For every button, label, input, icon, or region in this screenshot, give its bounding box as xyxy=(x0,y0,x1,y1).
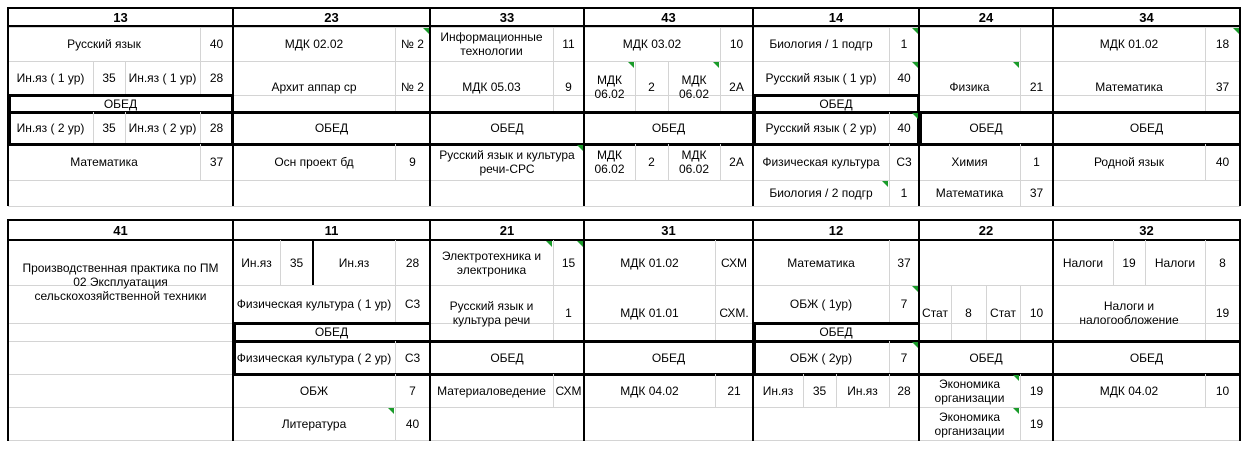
gridline xyxy=(200,144,201,180)
comment-marker xyxy=(713,62,719,68)
room-cell[interactable]: 40 xyxy=(1215,155,1230,169)
subject-cell[interactable]: Физика xyxy=(949,79,990,94)
gridline xyxy=(889,27,890,95)
room-cell[interactable]: 37 xyxy=(1029,186,1044,200)
gridline xyxy=(1205,27,1206,112)
border-line xyxy=(8,94,233,97)
subject-cell[interactable]: Математика xyxy=(787,255,855,270)
border-line xyxy=(584,340,753,343)
subject-cell[interactable]: Математика xyxy=(70,155,138,169)
gridline xyxy=(125,112,126,144)
border-line xyxy=(753,94,919,97)
gridline xyxy=(93,61,94,95)
comment-marker xyxy=(912,113,918,119)
room-cell[interactable]: 10 xyxy=(1029,306,1044,320)
subject-cell[interactable]: МДК 04.02 xyxy=(620,383,679,398)
lunch-label[interactable]: ОБЕД xyxy=(651,121,686,135)
room-cell[interactable]: 8 xyxy=(1219,255,1226,270)
group-header-22: 22 xyxy=(978,222,994,238)
subject-cell[interactable]: Русский язык ( 1 ур) xyxy=(765,71,877,85)
subject-cell[interactable]: МДК 05.03 xyxy=(462,79,521,94)
room-cell[interactable]: 15 xyxy=(561,255,576,270)
subject-cell[interactable]: Материаловедение xyxy=(437,383,546,398)
room-cell[interactable]: 35 xyxy=(289,255,304,270)
group-header-21: 21 xyxy=(499,222,515,238)
subject-cell[interactable]: МДК 06.02 xyxy=(678,148,710,176)
lunch-label[interactable]: ОБЕД xyxy=(819,96,853,111)
group-header-14: 14 xyxy=(828,9,844,25)
room-cell[interactable]: 40 xyxy=(405,416,420,431)
gridline xyxy=(986,285,987,341)
subject-cell[interactable]: МДК 01.01 xyxy=(620,306,679,320)
gridline xyxy=(889,341,890,374)
subject-cell[interactable]: ОБЖ xyxy=(299,383,329,398)
room-cell[interactable]: 7 xyxy=(900,297,908,311)
room-cell[interactable]: 9 xyxy=(565,79,572,94)
gridline xyxy=(635,61,636,112)
comment-marker xyxy=(912,28,918,34)
subject-cell[interactable]: МДК 03.02 xyxy=(622,37,682,51)
gridline xyxy=(200,27,201,95)
group-header-41: 41 xyxy=(113,222,128,238)
comment-marker xyxy=(912,62,918,68)
border-line xyxy=(233,111,430,114)
gridline xyxy=(395,374,396,440)
room-cell[interactable]: С3 xyxy=(404,350,421,365)
subject-cell[interactable]: Химия xyxy=(951,155,988,169)
room-cell[interactable]: № 2 xyxy=(401,37,424,51)
gridline xyxy=(1020,27,1021,112)
subject-cell[interactable]: Архит аппар ср xyxy=(271,79,357,94)
subject-cell[interactable]: Биология / 1 подгр xyxy=(769,37,873,51)
subject-cell[interactable]: Биология / 2 подгр xyxy=(769,186,873,200)
border-line xyxy=(584,111,753,114)
subject-cell[interactable]: Ин.яз xyxy=(847,383,878,398)
gridline xyxy=(1020,144,1021,206)
lunch-label[interactable]: ОБЕД xyxy=(103,96,138,111)
room-cell[interactable]: 10 xyxy=(729,37,744,51)
room-cell[interactable]: СХМ xyxy=(555,383,582,398)
subject-cell[interactable]: Ин.яз xyxy=(241,255,272,270)
room-cell[interactable]: 28 xyxy=(209,71,224,85)
room-cell[interactable]: 40 xyxy=(897,71,911,85)
gridline xyxy=(93,112,94,144)
room-cell[interactable]: 35 xyxy=(102,71,116,85)
gridline xyxy=(553,27,554,112)
comment-marker xyxy=(912,286,918,292)
gridline xyxy=(1020,285,1021,341)
room-cell[interactable]: 19 xyxy=(1029,416,1044,431)
room-cell[interactable]: 35 xyxy=(812,383,827,398)
gridline xyxy=(200,112,201,144)
room-cell[interactable]: 1 xyxy=(565,306,572,320)
subject-cell[interactable]: Налоги и налогообложение xyxy=(1079,299,1179,327)
border-line xyxy=(919,112,922,145)
room-cell[interactable]: 37 xyxy=(897,255,911,270)
gridline xyxy=(889,112,890,144)
room-cell[interactable]: 21 xyxy=(727,383,741,398)
group-header-12: 12 xyxy=(828,222,844,238)
group-header-34: 34 xyxy=(1139,9,1154,25)
gridline xyxy=(1020,374,1021,440)
group-header-23: 23 xyxy=(324,9,339,25)
lunch-label[interactable]: ОБЕД xyxy=(314,325,349,339)
gridline xyxy=(889,144,890,206)
gridline xyxy=(1205,285,1206,341)
lunch-label[interactable]: ОБЕД xyxy=(1129,121,1164,135)
group-header-33: 33 xyxy=(499,9,515,25)
gridline xyxy=(889,240,890,323)
comment-marker xyxy=(546,241,552,247)
subject-cell[interactable]: Родной язык xyxy=(1093,155,1165,169)
room-cell[interactable]: 28 xyxy=(209,121,224,135)
comment-marker xyxy=(423,28,429,34)
gridline xyxy=(951,285,952,341)
gridline xyxy=(836,374,837,407)
gridline xyxy=(8,440,1240,441)
group-header-13: 13 xyxy=(113,9,128,25)
subject-cell[interactable]: Информационные технологии xyxy=(440,30,543,58)
gridline xyxy=(1145,240,1146,285)
comment-marker xyxy=(882,181,888,187)
border-line xyxy=(753,322,919,325)
gridline xyxy=(720,61,721,112)
room-cell[interactable]: 28 xyxy=(405,255,420,270)
subject-cell[interactable]: Стат xyxy=(922,306,948,320)
group-header-31: 31 xyxy=(661,222,676,238)
subject-cell[interactable]: МДК 06.02 xyxy=(678,72,710,101)
gridline xyxy=(1205,144,1206,180)
gridline xyxy=(715,374,716,407)
subject-cell[interactable]: Электротехника и электроника xyxy=(441,248,542,277)
gridline xyxy=(720,144,721,180)
comment-marker xyxy=(1233,28,1239,34)
comment-marker xyxy=(388,408,394,414)
subject-cell[interactable]: Русский язык и культура речи xyxy=(449,299,534,327)
subject-cell[interactable]: ОБЖ ( 1ур) xyxy=(789,297,853,311)
gridline xyxy=(635,144,636,180)
room-cell[interactable]: 11 xyxy=(562,37,575,51)
comment-marker xyxy=(912,342,918,348)
subject-cell[interactable]: Математика xyxy=(1095,79,1163,94)
subject-cell[interactable]: Русский язык ( 2 ур) xyxy=(765,121,877,135)
lunch-label[interactable]: ОБЕД xyxy=(490,121,524,135)
room-cell[interactable]: 37 xyxy=(1215,79,1230,94)
room-cell[interactable]: 1 xyxy=(1033,155,1040,169)
subject-cell[interactable]: Налоги xyxy=(1154,255,1196,270)
room-cell[interactable]: 19 xyxy=(1029,383,1044,398)
gridline xyxy=(715,240,716,341)
room-cell[interactable]: С3 xyxy=(404,297,421,311)
subject-cell[interactable]: МДК 01.02 xyxy=(1099,37,1159,51)
lunch-label[interactable]: ОБЕД xyxy=(490,350,524,365)
gridline xyxy=(553,374,554,407)
lunch-label[interactable]: ОБЕД xyxy=(969,121,1003,135)
room-cell[interactable]: С3 xyxy=(896,155,912,169)
gridline xyxy=(889,374,890,407)
subject-cell[interactable]: Литература xyxy=(281,416,347,431)
gridline xyxy=(803,374,804,407)
border-line xyxy=(919,340,1053,343)
gridline xyxy=(395,341,396,374)
subject-cell[interactable]: Русский язык xyxy=(67,37,141,51)
room-cell[interactable]: СХМ. xyxy=(719,306,749,320)
subject-cell[interactable]: МДК 02.02 xyxy=(284,37,344,51)
room-cell[interactable]: 21 xyxy=(1029,79,1044,94)
comment-marker xyxy=(577,145,583,151)
subject-cell[interactable]: Математика xyxy=(935,186,1004,200)
border-line xyxy=(430,340,584,343)
border-line xyxy=(233,322,430,325)
subject-cell[interactable]: Стат xyxy=(990,306,1016,320)
room-cell[interactable]: 19 xyxy=(1122,255,1136,270)
gridline xyxy=(8,407,1240,408)
subject-cell[interactable]: Физическая культура ( 1 ур) xyxy=(236,297,392,311)
room-cell[interactable]: 2 xyxy=(648,79,655,94)
lunch-label[interactable]: ОБЕД xyxy=(651,350,686,365)
gridline xyxy=(553,240,554,341)
gridline xyxy=(395,240,396,285)
gridline xyxy=(395,27,396,112)
comment-marker xyxy=(1013,62,1019,68)
room-cell[interactable]: 2А xyxy=(729,155,744,169)
group-header-24: 24 xyxy=(978,9,994,25)
gridline xyxy=(668,61,669,112)
lunch-label[interactable]: ОБЕД xyxy=(314,121,349,135)
room-cell[interactable]: 40 xyxy=(209,37,224,51)
comment-marker xyxy=(1013,408,1019,414)
gridline xyxy=(395,144,396,180)
subject-cell[interactable]: Ин.яз ( 2 ур) xyxy=(128,121,197,135)
subject-cell[interactable]: Ин.яз ( 1 ур) xyxy=(128,71,197,85)
gridline xyxy=(8,180,1240,181)
gridline xyxy=(8,206,1240,207)
gridline xyxy=(395,285,396,323)
lunch-label[interactable]: ОБЕД xyxy=(1129,350,1164,365)
gridline xyxy=(720,27,721,61)
subject-cell[interactable]: МДК 06.02 xyxy=(594,148,625,176)
room-cell[interactable]: 28 xyxy=(897,383,911,398)
room-cell[interactable]: № 2 xyxy=(401,79,424,94)
room-cell[interactable]: 7 xyxy=(900,350,908,365)
group-header-32: 32 xyxy=(1139,222,1154,238)
comment-marker xyxy=(1013,375,1019,381)
border-line xyxy=(1053,340,1240,343)
gridline xyxy=(280,240,281,285)
subject-cell[interactable]: МДК 01.02 xyxy=(620,255,679,270)
room-cell[interactable]: 2А xyxy=(729,79,744,94)
gridline xyxy=(1113,240,1114,285)
room-cell[interactable]: 2 xyxy=(648,155,655,169)
room-cell[interactable]: 37 xyxy=(209,155,224,169)
subject-cell[interactable]: МДК 04.02 xyxy=(1099,383,1159,398)
subject-cell[interactable]: Осн проект бд xyxy=(274,155,354,169)
room-cell[interactable]: 19 xyxy=(1215,306,1230,320)
comment-marker xyxy=(628,62,634,68)
subject-cell[interactable]: Физическая культура xyxy=(762,155,880,169)
subject-cell[interactable]: Экономика организации xyxy=(934,376,1005,405)
border-line xyxy=(312,240,314,285)
border-line xyxy=(430,111,584,114)
border-line xyxy=(919,111,1053,114)
room-cell[interactable]: 35 xyxy=(102,121,116,135)
subject-cell[interactable]: Ин.яз xyxy=(762,383,794,398)
room-cell[interactable]: 7 xyxy=(409,383,416,398)
subject-cell[interactable]: МДК 06.02 xyxy=(594,72,625,101)
room-cell[interactable]: 18 xyxy=(1215,37,1230,51)
room-cell[interactable]: 1 xyxy=(900,186,908,200)
lunch-label[interactable]: ОБЕД xyxy=(819,325,853,339)
subject-cell[interactable]: Налоги xyxy=(1062,255,1104,270)
room-cell[interactable]: 10 xyxy=(1215,383,1230,398)
border-line xyxy=(1053,111,1240,114)
subject-cell[interactable]: ОБЖ ( 2ур) xyxy=(789,350,853,365)
room-cell[interactable]: 8 xyxy=(965,306,972,320)
subject-cell[interactable]: Экономика организации xyxy=(934,409,1005,438)
gridline xyxy=(668,144,669,180)
subject-cell[interactable]: Ин.яз ( 1 ур) xyxy=(16,71,85,85)
group-header-43: 43 xyxy=(661,9,676,25)
subject-cell[interactable]: Физическая культура ( 2 ур) xyxy=(236,350,392,365)
room-cell[interactable]: 1 xyxy=(900,37,908,51)
room-cell[interactable]: СХМ xyxy=(721,255,747,270)
subject-cell[interactable]: Производственная практика по ПМ 02 Эксплуатация сельскохозяйственной техники xyxy=(22,260,219,303)
subject-cell[interactable]: Русский язык и культура речи-СРС xyxy=(439,148,575,176)
lunch-label[interactable]: ОБЕД xyxy=(969,350,1003,365)
subject-cell[interactable]: Ин.яз xyxy=(338,255,370,270)
room-cell[interactable]: 9 xyxy=(409,155,416,169)
room-cell[interactable]: 40 xyxy=(897,121,911,135)
subject-cell[interactable]: Ин.яз ( 2 ур) xyxy=(16,121,85,135)
comment-marker xyxy=(577,241,583,247)
gridline xyxy=(1205,240,1206,285)
group-header-11: 11 xyxy=(324,222,339,238)
gridline xyxy=(1205,374,1206,407)
gridline xyxy=(125,61,126,95)
